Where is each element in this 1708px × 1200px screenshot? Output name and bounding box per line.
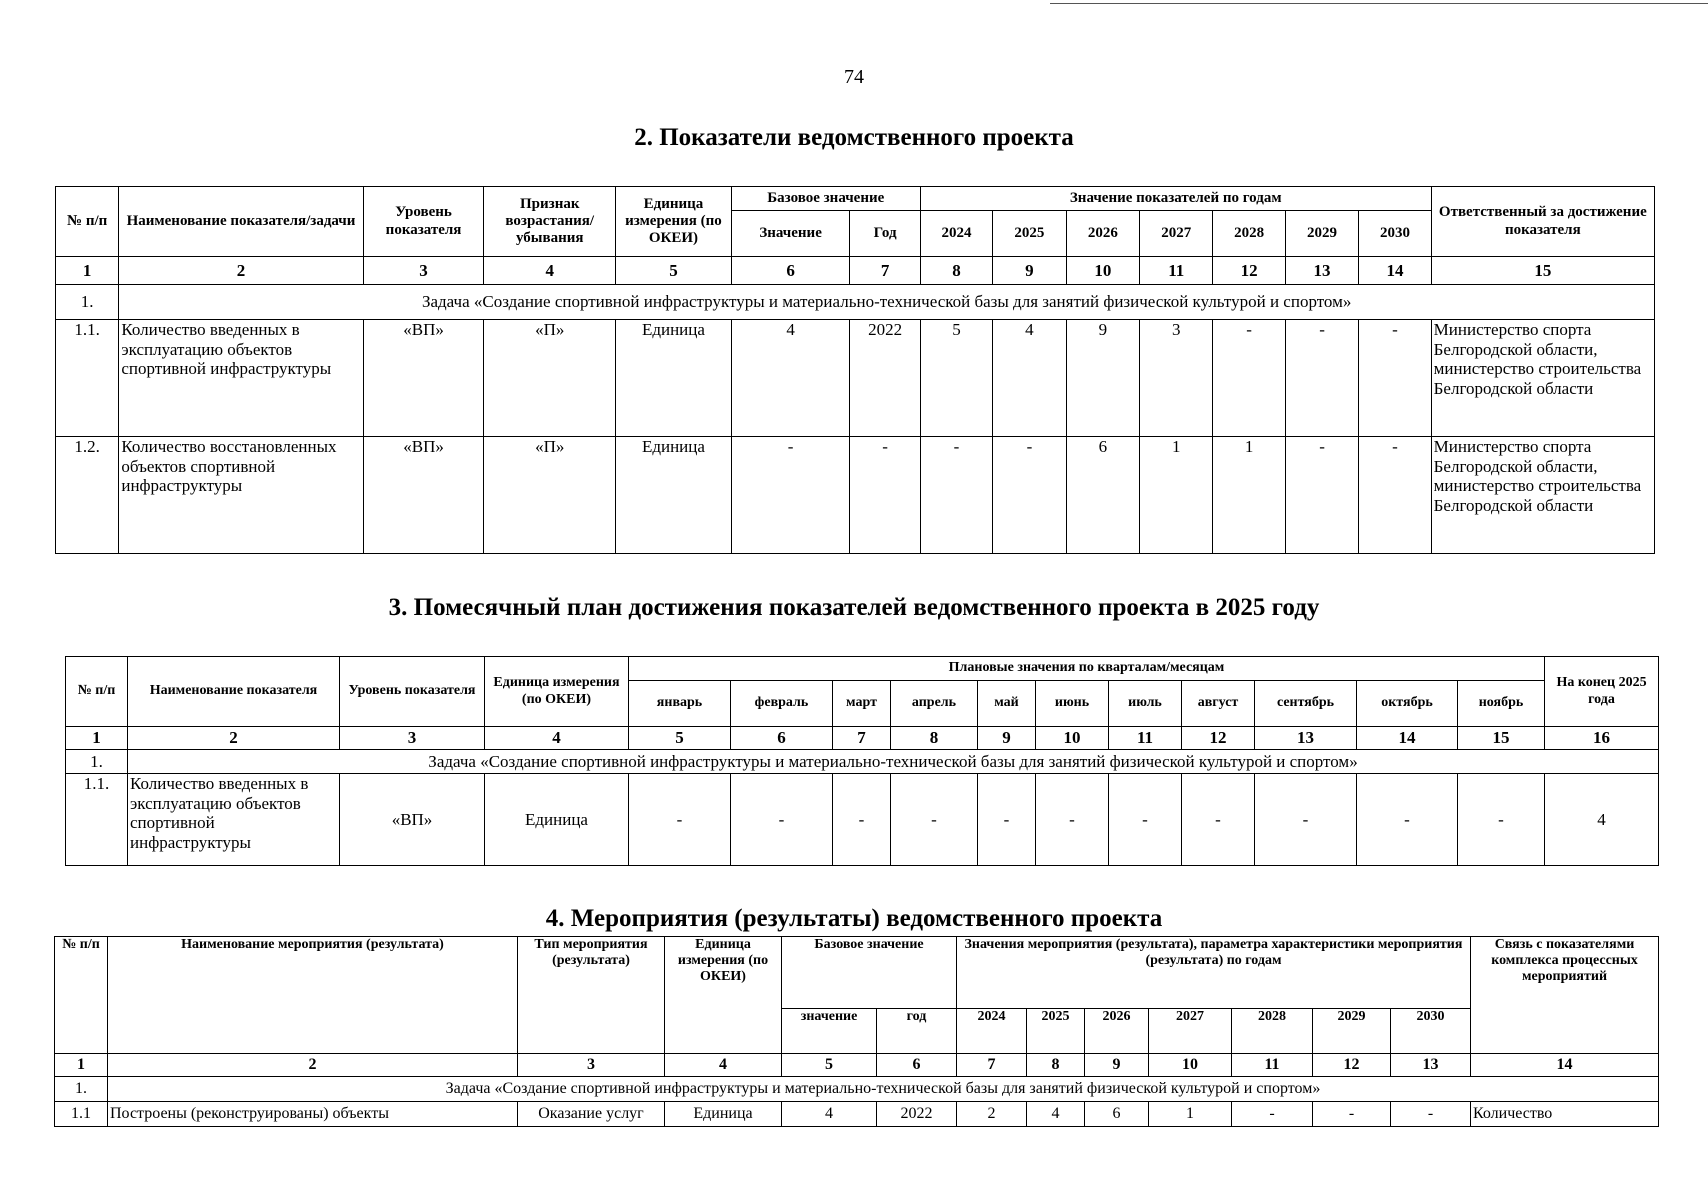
- row-number: 1.2.: [56, 437, 119, 554]
- col-number: 9: [993, 257, 1066, 285]
- header-year: 2026: [1066, 211, 1139, 257]
- col-number: 14: [1357, 727, 1458, 750]
- base-value: -: [731, 437, 850, 554]
- header-base-year: год: [877, 1009, 957, 1054]
- section-4-title: 4. Мероприятия (результаты) ведомственного проекта: [545, 905, 1163, 932]
- month-value: -: [891, 774, 978, 866]
- header-year: 2029: [1285, 211, 1358, 257]
- col-number: 7: [850, 257, 920, 285]
- indicator-level: «ВП»: [340, 774, 485, 866]
- month-value: -: [1182, 774, 1255, 866]
- year-value: 6: [1085, 1102, 1149, 1127]
- task-number: 1.: [55, 1077, 108, 1102]
- header-month: октябрь: [1357, 681, 1458, 727]
- col-number: 7: [957, 1054, 1027, 1077]
- year-value: -: [1232, 1102, 1313, 1127]
- year-value: -: [1359, 320, 1431, 437]
- year-value: -: [1285, 320, 1358, 437]
- indicator-level: «ВП»: [363, 437, 484, 554]
- indicator-link: Количество: [1471, 1102, 1659, 1127]
- col-number: 16: [1545, 727, 1659, 750]
- year-value: 2: [957, 1102, 1027, 1127]
- col-number: 1: [56, 257, 119, 285]
- indicator-level: «ВП»: [363, 320, 484, 437]
- col-number: 6: [731, 257, 850, 285]
- indicator-name: Количество введенных в эксплуатацию объектов спортивной инфраструктуры: [128, 774, 340, 866]
- col-number: 10: [1036, 727, 1109, 750]
- activity-unit: Единица: [665, 1102, 782, 1127]
- year-value: 3: [1140, 320, 1213, 437]
- year-value: -: [993, 437, 1066, 554]
- base-year: 2022: [877, 1102, 957, 1127]
- header-years-group: Значение показателей по годам: [920, 187, 1431, 211]
- header-base-value: Значение: [731, 211, 850, 257]
- row-number: 1.1.: [66, 774, 128, 866]
- col-number: 8: [891, 727, 978, 750]
- header-year: 2028: [1232, 1009, 1313, 1054]
- header-base: Базовое значение: [782, 937, 957, 1009]
- month-value: -: [1255, 774, 1357, 866]
- col-number: 4: [485, 727, 629, 750]
- month-value: -: [1357, 774, 1458, 866]
- task-number: 1.: [56, 285, 119, 320]
- col-number: 15: [1458, 727, 1545, 750]
- header-num: № п/п: [56, 187, 119, 257]
- year-value: 1: [1140, 437, 1213, 554]
- year-value: -: [1313, 1102, 1391, 1127]
- col-number: 8: [920, 257, 992, 285]
- col-number: 13: [1285, 257, 1358, 285]
- task-text: Задача «Создание спортивной инфраструктуры и материально-технической базы для занятий физической культурой и спортом»: [119, 285, 1655, 320]
- col-number: 11: [1140, 257, 1213, 285]
- col-number: 15: [1431, 257, 1654, 285]
- header-unit: Единица измерения (по ОКЕИ): [485, 657, 629, 727]
- header-year: 2026: [1085, 1009, 1149, 1054]
- header-end: На конец 2025 года: [1545, 657, 1659, 727]
- month-value: -: [978, 774, 1036, 866]
- header-year: 2025: [1027, 1009, 1085, 1054]
- header-year: 2028: [1213, 211, 1285, 257]
- indicator-sign: «П»: [484, 320, 616, 437]
- col-number: 5: [782, 1054, 877, 1077]
- col-number: 9: [1085, 1054, 1149, 1077]
- month-value: -: [833, 774, 891, 866]
- indicator-unit: Единица: [485, 774, 629, 866]
- col-number: 3: [363, 257, 484, 285]
- year-value: 9: [1066, 320, 1139, 437]
- header-name: Наименование показателя: [128, 657, 340, 727]
- indicator-unit: Единица: [616, 320, 732, 437]
- header-base: Базовое значение: [731, 187, 920, 211]
- header-sign: Признак возрастания/ убывания: [484, 187, 616, 257]
- year-value: 4: [993, 320, 1066, 437]
- col-number: 11: [1232, 1054, 1313, 1077]
- header-type: Тип мероприятия (результата): [518, 937, 665, 1054]
- responsible: Министерство спорта Белгородской области, министерство строительства Белгородской области: [1431, 437, 1654, 554]
- col-number: 6: [877, 1054, 957, 1077]
- page-number: 74: [844, 66, 864, 88]
- header-month: май: [978, 681, 1036, 727]
- header-month: ноябрь: [1458, 681, 1545, 727]
- header-year: 2030: [1391, 1009, 1471, 1054]
- col-number: 11: [1109, 727, 1182, 750]
- header-name: Наименование показателя/задачи: [119, 187, 363, 257]
- header-month: апрель: [891, 681, 978, 727]
- col-number: 4: [665, 1054, 782, 1077]
- base-year: 2022: [850, 320, 920, 437]
- col-number: 2: [128, 727, 340, 750]
- header-year: 2027: [1140, 211, 1213, 257]
- col-number: 5: [616, 257, 732, 285]
- header-base-year: Год: [850, 211, 920, 257]
- col-number: 3: [518, 1054, 665, 1077]
- indicator-name: Количество введенных в эксплуатацию объектов спортивной инфраструктуры: [119, 320, 363, 437]
- header-level: Уровень показателя: [340, 657, 485, 727]
- year-value: -: [1359, 437, 1431, 554]
- header-plan-group: Плановые значения по кварталам/месяцам: [629, 657, 1545, 681]
- col-number: 2: [119, 257, 363, 285]
- task-number: 1.: [66, 750, 128, 774]
- section-2-title: 2. Показатели ведомственного проекта: [634, 124, 1074, 151]
- monthly-plan-table: [65, 656, 1659, 866]
- month-value: -: [731, 774, 833, 866]
- month-value: -: [1109, 774, 1182, 866]
- header-level: Уровень показателя: [363, 187, 484, 257]
- indicator-name: Количество восстановленных объектов спортивной инфраструктуры: [119, 437, 363, 554]
- header-year: 2030: [1359, 211, 1431, 257]
- col-number: 12: [1213, 257, 1285, 285]
- col-number: 10: [1149, 1054, 1232, 1077]
- col-number: 5: [629, 727, 731, 750]
- row-number: 1.1: [55, 1102, 108, 1127]
- year-value: -: [1213, 320, 1285, 437]
- col-number: 9: [978, 727, 1036, 750]
- year-value: 1: [1213, 437, 1285, 554]
- header-year: 2025: [993, 211, 1066, 257]
- year-value: 5: [920, 320, 992, 437]
- col-number: 13: [1255, 727, 1357, 750]
- header-year: 2027: [1149, 1009, 1232, 1054]
- header-num: № п/п: [66, 657, 128, 727]
- month-value: -: [629, 774, 731, 866]
- base-value: 4: [731, 320, 850, 437]
- col-number: 13: [1391, 1054, 1471, 1077]
- task-text: Задача «Создание спортивной инфраструктуры и материально-технической базы для занятий физической культурой и спортом»: [128, 750, 1659, 774]
- indicators-table: [55, 186, 1655, 554]
- year-value: -: [1285, 437, 1358, 554]
- header-year: 2024: [920, 211, 992, 257]
- month-value: -: [1458, 774, 1545, 866]
- header-month: август: [1182, 681, 1255, 727]
- col-number: 14: [1359, 257, 1431, 285]
- activities-table: [54, 936, 1659, 1127]
- header-unit: Единица измерения (по ОКЕИ): [616, 187, 732, 257]
- task-text: Задача «Создание спортивной инфраструктуры и материально-технической базы для занятий физической культурой и спортом»: [108, 1077, 1659, 1102]
- header-link: Связь с показателями комплекса процессных мероприятий: [1471, 937, 1659, 1054]
- year-value: 6: [1066, 437, 1139, 554]
- activity-type: Оказание услуг: [518, 1102, 665, 1127]
- header-month: июнь: [1036, 681, 1109, 727]
- col-number: 4: [484, 257, 616, 285]
- col-number: 1: [66, 727, 128, 750]
- col-number: 14: [1471, 1054, 1659, 1077]
- year-value: -: [920, 437, 992, 554]
- indicator-unit: Единица: [616, 437, 732, 554]
- header-month: январь: [629, 681, 731, 727]
- header-base-value: значение: [782, 1009, 877, 1054]
- month-value: -: [1036, 774, 1109, 866]
- header-year: 2029: [1313, 1009, 1391, 1054]
- base-value: 4: [782, 1102, 877, 1127]
- col-number: 7: [833, 727, 891, 750]
- header-month: сентябрь: [1255, 681, 1357, 727]
- col-number: 12: [1182, 727, 1255, 750]
- col-number: 10: [1066, 257, 1139, 285]
- header-month: июль: [1109, 681, 1182, 727]
- end-value: 4: [1545, 774, 1659, 866]
- header-years-group: Значения мероприятия (результата), параметра характеристики мероприятия (результата) по годам: [957, 937, 1471, 1009]
- activity-name: Построены (реконструированы) объекты: [108, 1102, 518, 1127]
- year-value: 1: [1149, 1102, 1232, 1127]
- header-responsible: Ответственный за достижение показателя: [1431, 187, 1654, 257]
- top-rule: [1050, 3, 1708, 4]
- header-month: март: [833, 681, 891, 727]
- header-year: 2024: [957, 1009, 1027, 1054]
- header-unit: Единица измерения (по ОКЕИ): [665, 937, 782, 1054]
- year-value: -: [1391, 1102, 1471, 1127]
- col-number: 8: [1027, 1054, 1085, 1077]
- col-number: 2: [108, 1054, 518, 1077]
- header-name: Наименование мероприятия (результата): [108, 937, 518, 1054]
- col-number: 3: [340, 727, 485, 750]
- header-month: февраль: [731, 681, 833, 727]
- responsible: Министерство спорта Белгородской области, министерство строительства Белгородской области: [1431, 320, 1654, 437]
- row-number: 1.1.: [56, 320, 119, 437]
- col-number: 12: [1313, 1054, 1391, 1077]
- col-number: 1: [55, 1054, 108, 1077]
- col-number: 6: [731, 727, 833, 750]
- year-value: 4: [1027, 1102, 1085, 1127]
- base-year: -: [850, 437, 920, 554]
- indicator-sign: «П»: [484, 437, 616, 554]
- section-3-title: 3. Помесячный план достижения показателей ведомственного проекта в 2025 году: [388, 594, 1320, 621]
- header-num: № п/п: [55, 937, 108, 1054]
